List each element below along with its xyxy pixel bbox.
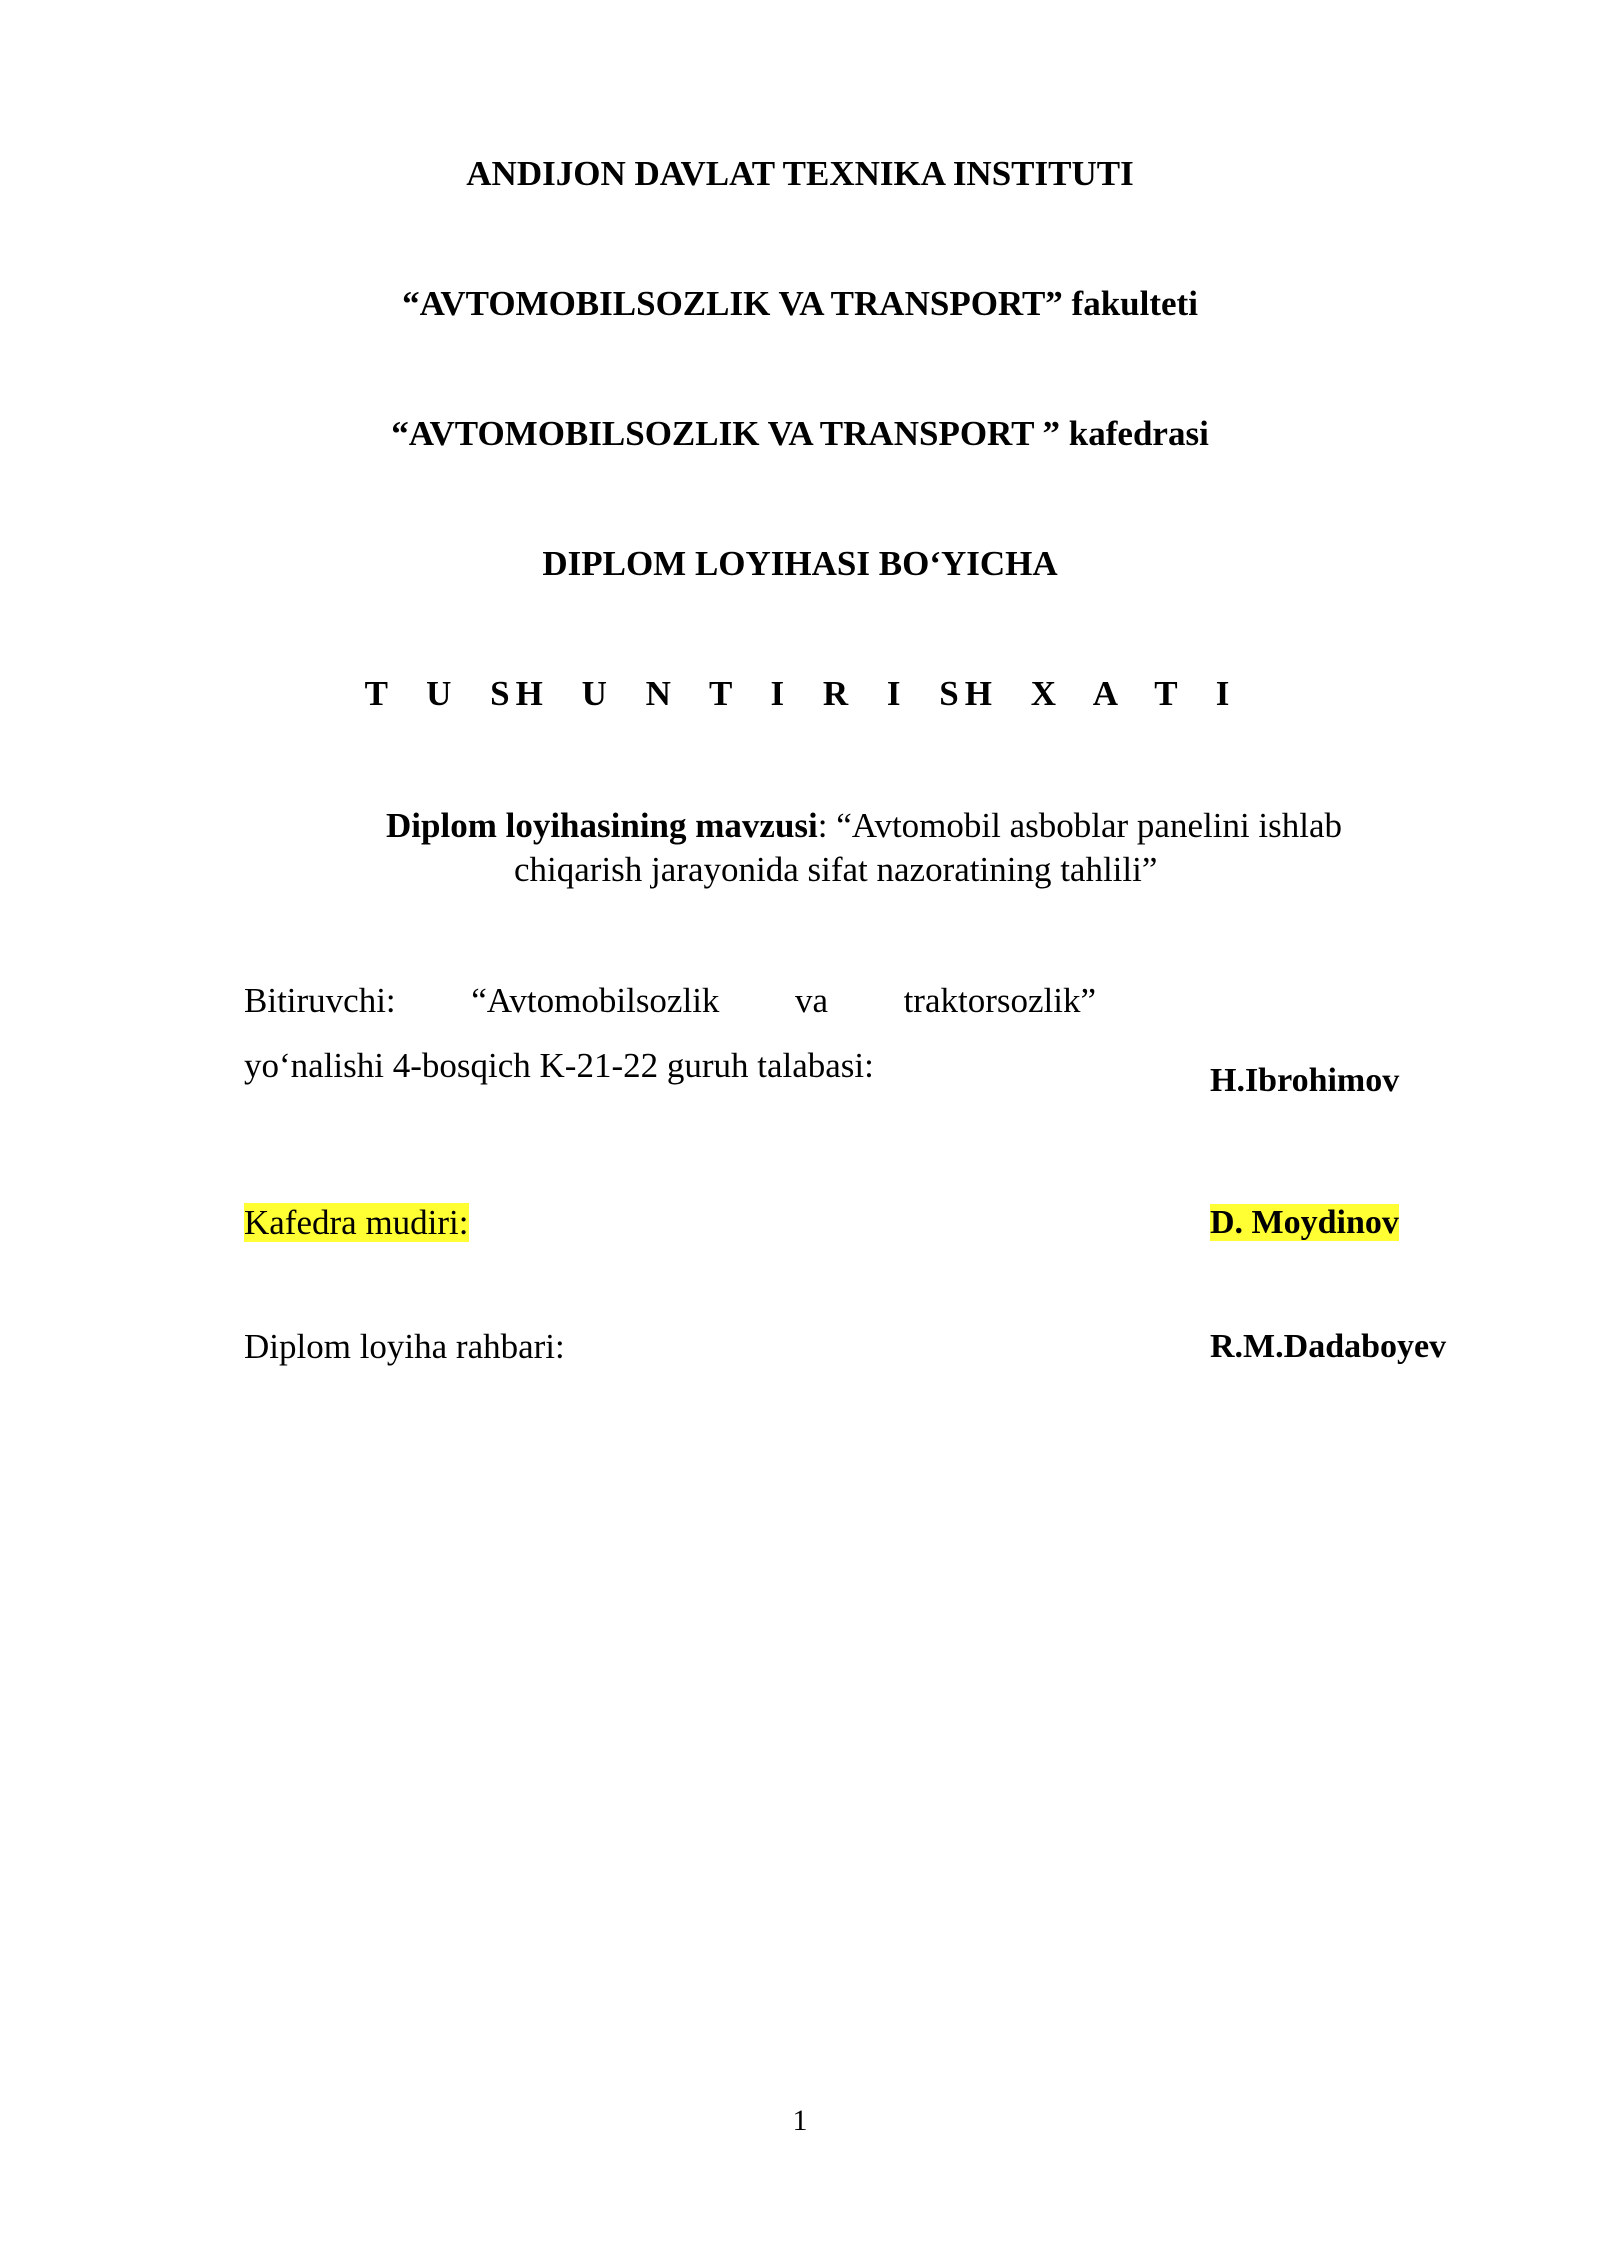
supervisor-name: R.M.Dadaboyev (1210, 1328, 1447, 1365)
head-of-department-name (1210, 1201, 1399, 1245)
head-of-department-name-text: D. Moydinov (1210, 1204, 1399, 1241)
project-topic (340, 804, 1520, 892)
institute-title: ANDIJON DAVLAT TEXNIKA INSTITUTI (466, 154, 1134, 193)
graduate-line-1 (244, 979, 1096, 1023)
graduate-word-3: va (794, 981, 829, 1020)
graduate-word-4: traktorsozlik” (903, 981, 1096, 1020)
graduate-word-1: Bitiruvchi: (244, 981, 396, 1020)
supervisor-label: Diplom loyiha rahbari: (244, 1327, 565, 1366)
topic-label: Diplom loyihasining mavzusi (386, 806, 818, 845)
topic-text-1: “Avtomobil asboblar panelini ishlab (836, 806, 1343, 845)
head-of-department-label-text: Kafedra mudiri: (244, 1203, 469, 1242)
topic-text-2: chiqarish jarayonida sifat nazoratining tahlili” (514, 850, 1158, 889)
faculty-title: “AVTOMOBILSOZLIK VA TRANSPORT” fakulteti (402, 284, 1198, 323)
page-number: 1 (792, 2104, 808, 2137)
head-of-department-label (244, 1201, 469, 1245)
graduate-word-2: “Avtomobilsozlik (471, 981, 720, 1020)
graduate-line-2: yo‘nalishi 4-bosqich K-21-22 guruh talabasi: (244, 1046, 874, 1085)
department-title: “AVTOMOBILSOZLIK VA TRANSPORT ” kafedrasi (391, 414, 1209, 453)
topic-separator: : (817, 806, 837, 845)
document-title: T U SH U N T I R I SH X A T I (364, 674, 1236, 713)
topic-line-1 (340, 804, 1520, 848)
project-type-title: DIPLOM LOYIHASI BO‘YICHA (542, 544, 1058, 583)
graduate-name: H.Ibrohimov (1210, 1062, 1400, 1099)
